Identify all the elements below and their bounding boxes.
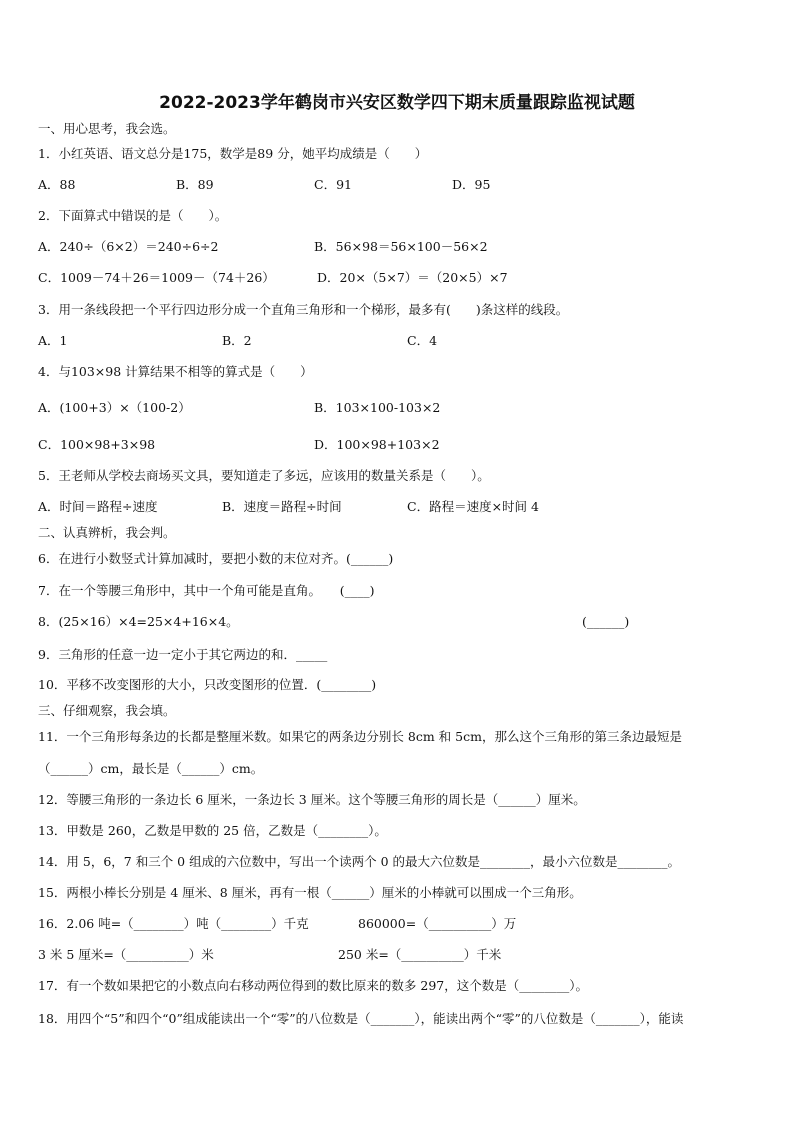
q2-option-c: C．1009－74＋26＝1009－（74＋26） [38, 270, 275, 285]
q4-option-b: B．103×100-103×2 [314, 400, 441, 415]
q4-option-c: C．100×98+3×98 [38, 437, 156, 452]
question-6: 6．在进行小数竖式计算加减时，要把小数的末位对齐。(______) [38, 551, 394, 566]
question-11-line-2: （______）cm，最长是（______）cm。 [38, 761, 264, 776]
q3-option-a: A．1 [38, 333, 68, 348]
q5-option-b: B．速度＝路程÷时间 [222, 499, 342, 514]
q1-option-a: A．88 [38, 177, 76, 192]
q4-option-d: D．100×98+103×2 [314, 437, 440, 452]
question-17: 17．有一个数如果把它的小数点向右移动两位得到的数比原来的数多 297，这个数是（________）。 [38, 978, 588, 993]
question-7: 7．在一个等腰三角形中，其中一个角可能是直角。 (____) [38, 583, 375, 598]
question-16-part-1: 16．2.06 吨=（________）吨（________）千克 [38, 916, 309, 931]
q2-option-b: B．56×98＝56×100－56×2 [314, 239, 488, 254]
q5-option-a: A．时间＝路程÷速度 [38, 499, 158, 514]
question-16-part-2: 860000=（__________）万 [358, 916, 517, 931]
q4-option-a: A．(100+3）×（100-2） [38, 400, 191, 415]
question-11-line-1: 11．一个三角形每条边的长都是整厘米数。如果它的两条边分别长 8cm 和 5cm，那么这个三角形的第三条边最短是 [38, 729, 682, 744]
section-heading-3: 三、仔细观察，我会填。 [38, 703, 176, 718]
q1-option-d: D．95 [452, 177, 491, 192]
question-10: 10．平移不改变图形的大小，只改变图形的位置．(________) [38, 677, 377, 692]
page-title: 2022-2023学年鹤岗市兴安区数学四下期末质量跟踪监视试题 [159, 93, 635, 113]
question-8: 8．(25×16）×4=25×4+16×4。 [38, 614, 239, 629]
question-3: 3．用一条线段把一个平行四边形分成一个直角三角形和一个梯形，最多有( )条这样的线段。 [38, 302, 569, 317]
question-14: 14．用 5，6，7 和三个 0 组成的六位数中，写出一个读两个 0 的最大六位数是________，最小六位数是________。 [38, 854, 681, 869]
question-16-part-4: 250 米=（__________）千米 [338, 947, 502, 962]
q2-option-a: A．240÷（6×2）＝240÷6÷2 [38, 239, 219, 254]
question-4: 4．与103×98 计算结果不相等的算式是（ ） [38, 364, 313, 379]
question-16-part-3: 3 米 5 厘米=（__________）米 [38, 947, 214, 962]
section-heading-2: 二、认真辨析，我会判。 [38, 525, 176, 540]
question-9: 9．三角形的任意一边一定小于其它两边的和．_____ [38, 647, 328, 662]
question-1: 1．小红英语、语文总分是175，数学是89 分，她平均成绩是（ ） [38, 146, 428, 161]
question-5: 5．王老师从学校去商场买文具，要知道走了多远，应该用的数量关系是（ ）。 [38, 468, 490, 483]
question-8-blank: (______) [582, 614, 630, 629]
question-12: 12．等腰三角形的一条边长 6 厘米，一条边长 3 厘米。这个等腰三角形的周长是（______）厘米。 [38, 792, 586, 807]
q5-option-c: C．路程＝速度×时间 4 [407, 499, 539, 514]
question-18: 18．用四个“5”和四个“0”组成能读出一个“零”的八位数是（_______），能读出两个“零”的八位数是（_______），能读 [38, 1011, 684, 1026]
q3-option-b: B．2 [222, 333, 252, 348]
q3-option-c: C．4 [407, 333, 438, 348]
q1-option-b: B．89 [176, 177, 214, 192]
q2-option-d: D．20×（5×7）＝（20×5）×7 [317, 270, 508, 285]
question-2: 2．下面算式中错误的是（ ）。 [38, 208, 228, 223]
question-13: 13．甲数是 260，乙数是甲数的 25 倍，乙数是（________）。 [38, 823, 387, 838]
q1-option-c: C．91 [314, 177, 352, 192]
question-15: 15．两根小棒长分别是 4 厘米、8 厘米，再有一根（______）厘米的小棒就可以围成一个三角形。 [38, 885, 582, 900]
section-heading-1: 一、用心思考，我会选。 [38, 121, 176, 136]
